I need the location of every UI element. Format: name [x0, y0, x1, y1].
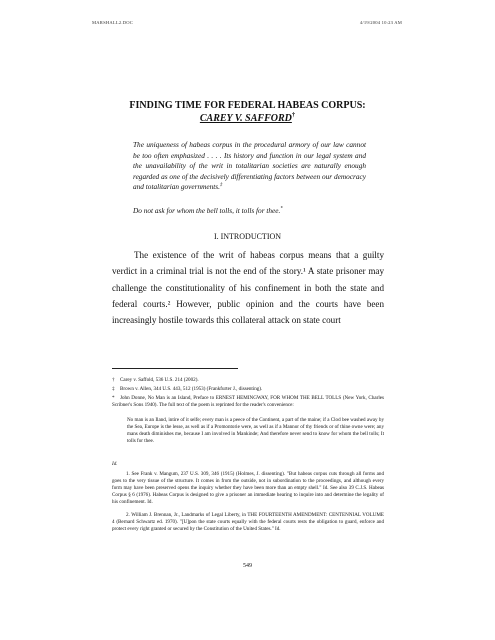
footnote-dagger [112, 377, 384, 384]
epigraph-bell-text: Do not ask for whom the bell tolls, it tolls for thee. [133, 206, 281, 215]
article-title [0, 100, 495, 111]
footnote-id: Id. [112, 461, 118, 467]
epigraph-quote-text: The uniqueness of habeas corpus in the procedural armory of our law cannot be too often emphasized . . . . Its history and function in our legal system and the unavailability of the writ in totalitarian societies are naturally enough regarded as one of the decisively differentiating factors between our democracy and totalitarian governments. [133, 140, 366, 191]
header-filename: MARSHALL2.DOC [92, 20, 134, 25]
article-title-line2: CAREY V. SAFFORD [199, 113, 292, 124]
epigraph-quote-mark: ‡ [219, 182, 223, 188]
article-title-line1: FINDING TIME FOR FEDERAL HABEAS CORPUS: [129, 100, 366, 111]
section-heading: I. INTRODUCTION [213, 232, 282, 241]
footnote-dagger-text: Carey v. Saffold, 536 U.S. 214 (2002). [120, 377, 199, 383]
epigraph-bell-mark: * [280, 206, 283, 212]
footnote-ddagger-mark: ‡ [112, 386, 115, 392]
footnote-poem: No man is an Iland, intire of it selfe; every man is a peece of the Continent, a part of the maine; if a Clod bee washed away by the Sea, Europe is the lesse, as well as if a Promontorie were, as well as if a Mannor of thy friends or of thine owne were; any mans death diminishes me, because I am involved in Mankinde; And therefore never send to know for whom the bell tolls; It tolls for thee. [127, 417, 384, 445]
footnote-dagger-mark: † [112, 377, 115, 383]
footnote-rule [112, 368, 238, 369]
footnote-star-mark: * [112, 395, 115, 401]
footnote-2: 2. William J. Brennan, Jr., Landmarks of Legal Liberty, in THE FOURTEENTH AMENDMENT: CENTENNIAL VOLUME 4 (Bernard Schwartz ed. 1970). "[U]pon the state courts equally with the federal courts rests the obligation to guard, enforce and protect every right granted or secured by the Constitution of the United States." Id. [112, 512, 384, 533]
header-timestamp: 4/19/2004 10:23 AM [359, 20, 402, 25]
footnote-star-text: John Donne, No Man is an Island, Preface to ERNEST HEMINGWAY, FOR WHOM THE BELL TOLLS (New York, Charles Scribner's Sons 1940). The full text of the poem is reprinted for the reader's convenience: [112, 395, 384, 409]
epigraph-quote [133, 140, 366, 193]
footnote-ddagger [112, 386, 384, 393]
article-subtitle [0, 113, 495, 124]
footnote-ddagger-text: Brown v. Allen, 344 U.S. 443, 512 (1953) (Frankfurter J., dissenting). [120, 386, 263, 392]
title-footnote-mark: † [291, 111, 296, 119]
footnote-1: 1. See Frank v. Mangum, 237 U.S. 309, 346 (1915) (Holmes, J. dissenting). "But habeas corpus cuts through all forms and goes to the very tissue of the structure. It comes in from the outside, not in subordination to the proceedings, and although every form may have been preserved opens the inquiry whether they have been more than an empty shell." Id. See also 39 C.J.S. Habeas Corpus § 6 (1976). Habeas Corpus is designed to give a prisoner an immediate hearing to inquire into and determine the legality of his confinement. Id. [112, 471, 384, 506]
footnote-star [112, 395, 384, 409]
body-paragraph: The existence of the writ of habeas corpus means that a guilty verdict in a criminal trial is not the end of the story.¹ A state prisoner may challenge the constitutionality of his confinement in both the state and federal courts.² However, public opinion and the courts have been increasingly hostile towards this collateral attack on state court [112, 250, 384, 326]
page-number: 549 [243, 563, 252, 569]
epigraph-bell [133, 206, 366, 217]
